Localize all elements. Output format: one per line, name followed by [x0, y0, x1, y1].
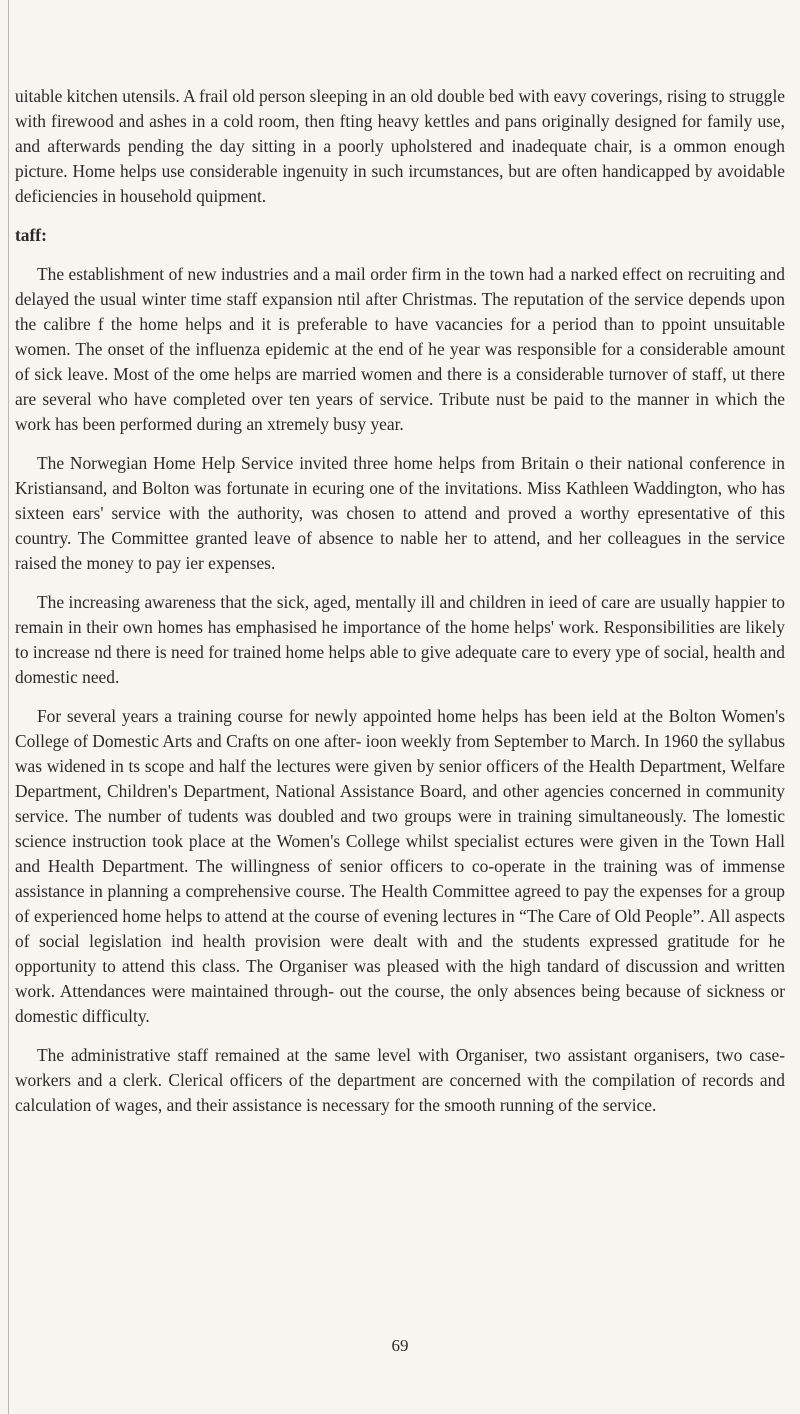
- paragraph-intro: uitable kitchen utensils. A frail old person sleeping in an old double bed with eavy coverings, rising to struggle with firewood and ashes in a cold room, then fting heavy kettles and pans originally designed for family use, and afterwards pending the day sitting in a poorly upholstered and inadequate chair, is a ommon enough picture. Home helps use considerable ingenuity in such ircumstances, but are often handicapped by avoidable deficiencies in household quipment.: [15, 86, 785, 206]
- paragraph-norwegian: The Norwegian Home Help Service invited three home helps from Britain o their national conference in Kristiansand, and Bolton was fortunate in ecuring one of the invitations. Miss Kathleen Waddington, who has sixteen ears' service with the authority, was chosen to attend and proved a worthy epresentative of this country. The Committee granted leave of absence to nable her to attend, and her colleagues in the service raised the money to pay ier expenses.: [15, 453, 785, 573]
- page-number: 69: [391, 1336, 409, 1355]
- section-heading-staff: taff:: [15, 225, 47, 245]
- paragraph-staff: The establishment of new industries and a mail order firm in the town had a narked effect on recruiting and delayed the usual winter time staff expansion ntil after Christmas. The reputation of the service depends upon the calibre f the home helps and it is preferable to have vacancies for a period than to ppoint unsuitable women. The onset of the influenza epidemic at the end of he year was responsible for a considerable amount of sick leave. Most of the ome helps are married women and there is a considerable turnover of staff, ut there are several who have completed over ten years of service. Tribute nust be paid to the manner in which the work has been performed during an xtremely busy year.: [15, 264, 785, 434]
- page-gutter-line: [8, 0, 9, 1414]
- paragraph-admin: The administrative staff remained at the same level with Organiser, two assistant organisers, two case-workers and a clerk. Clerical officers of the department are concerned with the compilation of records and calculation of wages, and their assistance is necessary for the smooth running of the service.: [15, 1045, 785, 1115]
- document-page: [15, 84, 785, 1132]
- paragraph-awareness: The increasing awareness that the sick, aged, mentally ill and children in ieed of care are usually happier to remain in their own homes has emphasised he importance of the home helps' work. Responsibilities are likely to increase nd there is need for trained home helps able to give adequate care to every ype of social, health and domestic need.: [15, 592, 785, 687]
- paragraph-training: For several years a training course for newly appointed home helps has been ield at the Bolton Women's College of Domestic Arts and Crafts on one after- ioon weekly from September to March. In 1960 the syllabus was widened in ts scope and half the lectures were given by senior officers of the Health Department, Welfare Department, Children's Department, National Assistance Board, and other agencies concerned in community service. The number of tudents was doubled and two groups were in training simultaneously. The lomestic science instruction took place at the Women's College whilst specialist ectures were given in the Town Hall and Health Department. The willingness of senior officers to co-operate in the training was of immense assistance in planning a comprehensive course. The Health Committee agreed to pay the expenses for a group of experienced home helps to attend at the course of evening lectures in “The Care of Old People”. All aspects of social legislation ind health provision were dealt with and the students expressed gratitude for he opportunity to attend this class. The Organiser was pleased with the high tandard of discussion and written work. Attendances were maintained through- out the course, the only absences being because of sickness or domestic difficulty.: [15, 706, 785, 1026]
